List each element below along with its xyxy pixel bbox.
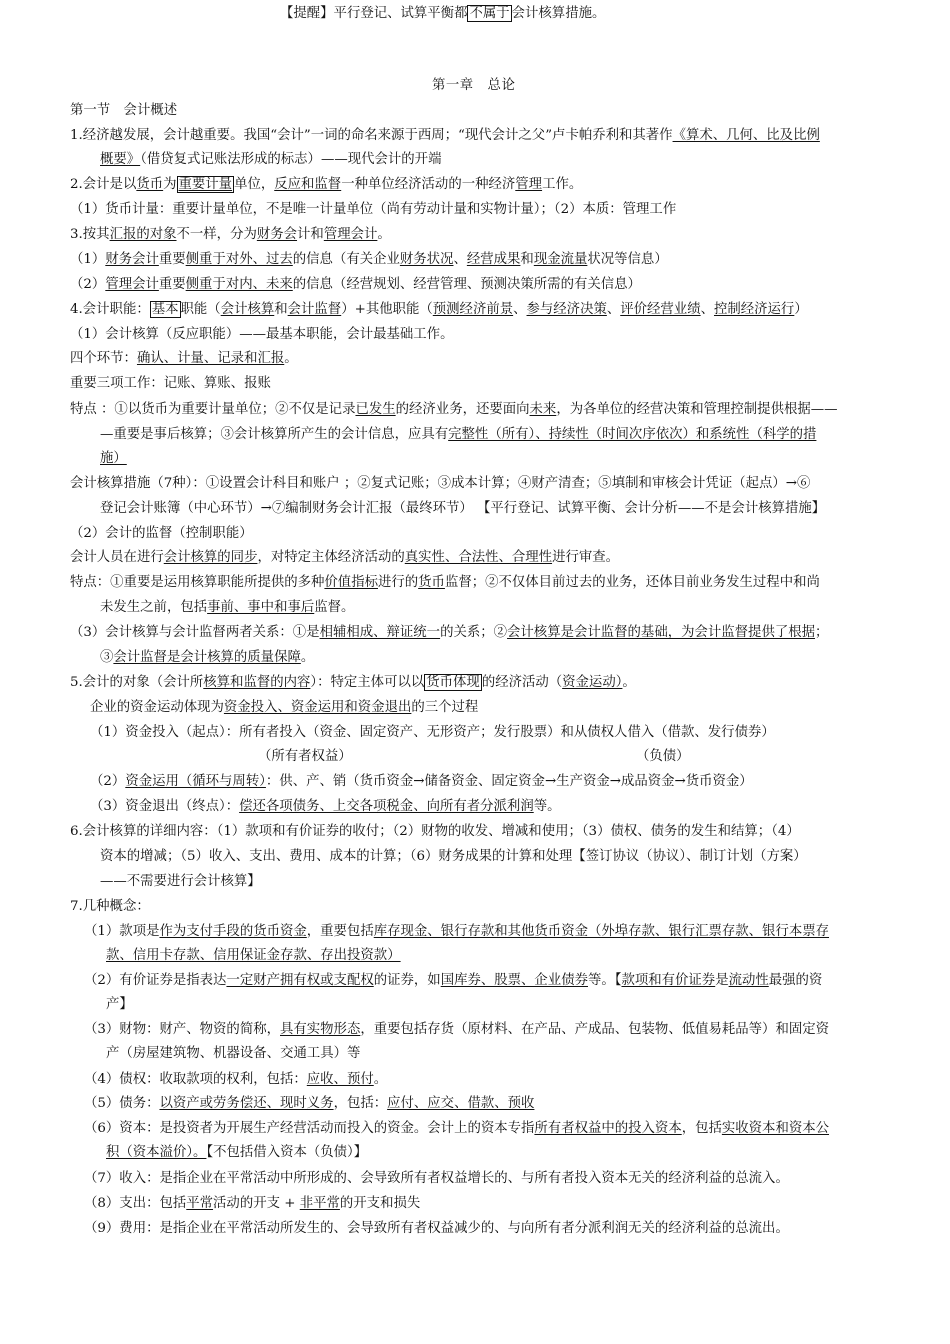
text-run: （7）收入：是指企业在平常活动中所形成的、会导致所有者权益增长的、与所有者投入资本无关的经济利益的总流入。 [84, 1171, 789, 1186]
text-run: 企业的资金运动体现为 [90, 700, 224, 715]
text-line [90, 796, 561, 818]
underlined-term: 侧重于对内、未来 [185, 277, 293, 292]
text-run: ：供、产、销（货币资金→储备资金、固定资金→生产资金→成品资金→货币资金） [265, 774, 753, 789]
text-run: 和 [520, 252, 534, 267]
underlined-term: 真实性、合法性、合理性 [404, 550, 553, 565]
underlined-term: 货币 [418, 575, 445, 590]
text-line [90, 697, 478, 719]
text-line [90, 722, 775, 744]
text-run: ） [794, 302, 808, 317]
underlined-term: 财务状况 [399, 252, 454, 267]
text-run: 3.按其 [70, 227, 110, 242]
text-run: ，为各单位的经营决策和管理控制提供根据—— [556, 402, 838, 417]
underlined-term: 控制经济运行 [713, 302, 795, 317]
text-line [84, 921, 829, 943]
text-line [70, 299, 808, 321]
text-run: （2） [70, 277, 106, 292]
text-run: 重要 [158, 277, 186, 292]
text-run: 和 [274, 302, 288, 317]
underlined-term: 侧重于对外、过去 [185, 252, 293, 267]
text-run: 进行审查。 [552, 550, 620, 565]
underlined-term: 偿还各项债务、上交各项税金、向所有者分派利润 [239, 799, 534, 814]
text-line [70, 224, 391, 246]
text-run: 进行的 [377, 575, 419, 590]
text-line [70, 622, 828, 644]
underlined-term: 现金流量 [533, 252, 588, 267]
underlined-term: 汇报的对象 [109, 227, 177, 242]
text-line [70, 249, 668, 271]
text-run: 重要三项工作：记账、算账、报账 [70, 376, 271, 391]
underlined-term: 非平常 [299, 1196, 340, 1211]
text-line [84, 1218, 789, 1240]
text-line [70, 174, 582, 196]
text-line [106, 945, 401, 967]
boxed-term: 基本 [151, 302, 179, 317]
text-run: 未发生之前，包括 [100, 600, 208, 615]
text-run: 6.会计核算的详细内容：（1）款项和有价证券的收付；（2）财物的收发、增减和使用；（3）债权、债务的发生和结算；（4） [70, 824, 800, 839]
text-line [280, 3, 605, 25]
text-line [84, 1069, 387, 1091]
text-run: （2）会计的监督（控制职能） [70, 526, 253, 541]
text-run: 状况等信息） [587, 252, 668, 267]
text-line [70, 572, 820, 594]
text-line [100, 871, 261, 893]
text-run: 的关系；② [440, 625, 508, 640]
text-run: 登记会计账簿（中心环节）→⑦编制财务会计汇报（最终环节） 【平行登记、试算平衡、会计分析——不是会计核算措施】 [100, 501, 826, 516]
text-run: （2）有价证券是指表达 [84, 973, 227, 988]
text-line [84, 1093, 534, 1115]
text-run: 4.会计职能： [70, 302, 150, 317]
underlined-term: 流动性 [728, 973, 769, 988]
text-line [70, 373, 271, 395]
underlined-term: 未来 [529, 402, 557, 417]
text-line [70, 547, 619, 569]
text-run: ，重要包括存货（原材料、在产品、产成品、包装物、低值易耗品等）和固定资 [360, 1022, 830, 1037]
text-line [70, 274, 641, 296]
underlined-term: 会计核算的同步 [163, 550, 258, 565]
text-run: 计和 [297, 227, 324, 242]
text-run: 单位， [234, 177, 275, 192]
text-line [106, 1142, 367, 1164]
text-run: ）+其他职能（ [341, 302, 433, 317]
underlined-term: 会计监督是会计核算的质量保障 [113, 650, 301, 665]
text-run: 7.几种概念： [70, 899, 150, 914]
text-run: 产（房屋建筑物、机器设备、交通工具）等 [106, 1046, 361, 1061]
text-run: 的开支和损失 [339, 1196, 421, 1211]
underlined-term: 事前、事中和事后 [207, 600, 315, 615]
text-run: 。 [373, 1072, 388, 1087]
text-run: —重要是事后核算；③会计核算所产生的会计信息，应具有 [100, 427, 449, 442]
text-run: （1）资金投入（起点）：所有者投入（资金、固定资产、无形资产；发行股票）和从债权人借入（借款、发行债券） [90, 725, 775, 740]
underlined-term: 相辅相成、辩证统一 [319, 625, 441, 640]
text-line [90, 771, 753, 793]
text-line [100, 846, 807, 868]
text-run: 的信息（经营规划、经营管理、预测决策所需的有关信息） [292, 277, 641, 292]
text-line [84, 1193, 420, 1215]
underlined-term: 完整性（所有）、持续性（时间次序依次）和系统性（科学的措 [448, 427, 817, 442]
underlined-term: 确认、计量、记录和汇报 [136, 351, 285, 366]
text-run: 最强的资 [768, 973, 823, 988]
text-line [100, 424, 816, 446]
underlined-term: 平常 [186, 1196, 214, 1211]
boxed-term: 不属于 [469, 6, 510, 21]
text-run: 1.经济越发展，会计越重要。我国“会计”一词的命名来源于西周；“现代会计之父”卢卡帕乔利和其著作 [70, 128, 673, 143]
text-run: （负债） [636, 749, 690, 764]
text-run: 四个环节： [70, 351, 137, 366]
text-run: 的经济业务，还要面向 [395, 402, 530, 417]
text-run: （3）会计核算与会计监督两者关系：①是 [70, 625, 320, 640]
text-line [70, 324, 453, 346]
text-run: 【不包括借入资本（负债）】 [206, 1145, 368, 1160]
underlined-term: 以资产或劳务偿还、现时义务 [159, 1096, 334, 1111]
text-run: 特点：①重要是运用核算职能所提供的多种 [70, 575, 325, 590]
text-run: （1）货币计量：重要计量单位，不是唯一计量单位（尚有劳动计量和实物计量）；（2）本质：管理工作 [70, 202, 677, 217]
underlined-term: 参与经济决策 [526, 302, 607, 317]
text-run: 、 [453, 252, 467, 267]
text-run: 产】 [106, 997, 133, 1012]
text-run: 。 [284, 351, 298, 366]
underlined-term: 款项和有价证券 [621, 973, 716, 988]
text-line [636, 746, 690, 768]
section-title [70, 100, 177, 122]
text-run: 特点 ：①以货币为重要计量单位；②不仅是记录 [70, 402, 356, 417]
text-run: 、 [700, 302, 714, 317]
text-run: （9）费用：是指企业在平常活动所发生的、会导致所有者权益减少的、与向所有者分派利润无关的经济利益的总流出。 [84, 1221, 789, 1236]
text-line [84, 1168, 789, 1190]
text-line [70, 348, 298, 370]
text-run: 的经济活动（ [481, 675, 563, 690]
text-line [70, 523, 253, 545]
text-run: 不一样，分为 [176, 227, 257, 242]
text-line [70, 896, 150, 918]
text-run: 为 [163, 177, 177, 192]
text-run: 资本的增减；（5）收入、支出、费用、成本的计算；（6）财务成果的计算和处理【签订协议（协议）、制订计划（方案） [100, 849, 807, 864]
text-run: 会计人员在进行 [70, 550, 164, 565]
text-run: 工作。 [542, 177, 583, 192]
boxed-term: 货币体现 [426, 675, 480, 690]
text-line [100, 597, 354, 619]
text-run: （2） [90, 774, 126, 789]
underlined-term: 反应和监督 [274, 177, 342, 192]
underlined-term: 资金运动） [562, 675, 623, 690]
underlined-term: 款、信用卡存款、信用保证金存款、存出投资款） [106, 948, 401, 963]
text-run: 的证券，如 [373, 973, 441, 988]
text-run: ，重要包括 [306, 924, 374, 939]
text-run: ，对特定主体经济活动的 [257, 550, 405, 565]
underlined-term: 评价经营业绩 [620, 302, 701, 317]
underlined-term: 一定财产拥有权或支配权 [226, 973, 374, 988]
text-run: （1）款项是 [84, 924, 160, 939]
text-line [70, 125, 820, 147]
text-run: 重要 [158, 252, 186, 267]
text-run: 。 [622, 675, 636, 690]
text-line [100, 647, 314, 669]
boxed-term: 重要计量 [178, 177, 233, 192]
text-run: 的三个过程 [411, 700, 479, 715]
text-run: 等。【 [587, 973, 622, 988]
text-run: 活动的开支 + [213, 1196, 300, 1211]
underlined-term: 管理会计 [105, 277, 159, 292]
underlined-term: 资金投入、资金运用和资金退出 [223, 700, 412, 715]
text-run: 是 [715, 973, 729, 988]
underlined-term: 管理会计 [323, 227, 378, 242]
underlined-term: 国库券、股票、企业债券 [440, 973, 588, 988]
underlined-term: 积（资本溢价）。 [106, 1145, 207, 1160]
text-run: 。 [300, 650, 315, 665]
text-line [84, 970, 822, 992]
underlined-term: 财务会 [256, 227, 298, 242]
text-line [70, 821, 800, 843]
text-run: （1） [70, 252, 106, 267]
underlined-term: 货币 [136, 177, 164, 192]
text-run: 。 [377, 227, 391, 242]
underlined-term: 已发生 [355, 402, 396, 417]
text-run: 、 [606, 302, 621, 317]
text-run: （1）会计核算（反应职能）——最基本职能，会计最基础工作。 [70, 327, 454, 342]
text-run: 监督。 [314, 600, 355, 615]
underlined-term: 资金运用（循环与周转） [125, 774, 266, 789]
underlined-term: 管理 [515, 177, 543, 192]
underlined-term: 具有实物形态 [280, 1022, 361, 1037]
underlined-term: 所有者权益中的投入资本 [534, 1121, 682, 1136]
text-run: 一种单位经济活动的一种经济 [341, 177, 516, 192]
text-run: ； [815, 625, 829, 640]
text-run: （借贷复式记账法形成的标志）——现代会计的开端 [140, 152, 442, 167]
underlined-term: 核算和监督的内容 [203, 675, 311, 690]
underlined-term: 库存现金、银行存款和其他货币资金（外埠存款、银行汇票存款、银行本票存 [373, 924, 830, 939]
text-line [100, 498, 825, 520]
text-line [100, 448, 127, 470]
underlined-term: 概要》 [100, 152, 141, 167]
text-run: 、 [513, 302, 527, 317]
text-line [100, 149, 441, 171]
text-run: 会计核算措施（7种）：①设置会计科目和账户 ；②复式记账；③成本计算；④财产清查；⑤填制和审核会计凭证（起点）→⑥ [70, 476, 811, 491]
text-run: ，包括： [333, 1096, 388, 1111]
underlined-term: 《算术、几何、比及比例 [672, 128, 820, 143]
chapter-title [432, 75, 515, 97]
text-run: （6）资本：是投资者为开展生产经营活动而投入的资金。会计上的资本专指 [84, 1121, 535, 1136]
text-run: 监督；②不仅体目前过去的业务，还体目前业务发生过程中和尚 [444, 575, 820, 590]
underlined-term: 应付、应交、借款、预收 [387, 1096, 535, 1111]
underlined-term: 会计核算是会计监督的基础，为会计监督提供了根据 [507, 625, 816, 640]
text-run: ，包括 [681, 1121, 722, 1136]
text-line [84, 1118, 829, 1140]
text-run: （3）财物：财产、物资的简称， [84, 1022, 280, 1037]
underlined-term: 施） [100, 451, 127, 466]
text-run: ）：特定主体可以以 [310, 675, 425, 690]
text-run: 等。 [533, 799, 561, 814]
text-line [258, 746, 352, 768]
text-run: 职能（ [180, 302, 221, 317]
underlined-term: 会计监督 [287, 302, 342, 317]
text-run: ③ [100, 650, 114, 665]
underlined-term: 应收、预付 [306, 1072, 374, 1087]
text-run: （3）资金退出（终点）： [90, 799, 240, 814]
text-run: 2.会计是以 [70, 177, 137, 192]
text-line [84, 1019, 829, 1041]
text-run: 5.会计的对象（会计所 [70, 675, 204, 690]
text-run: ——不需要进行会计核算】 [100, 874, 261, 889]
text-run: 的信息（有关企业 [292, 252, 400, 267]
text-run: 第一章 总论 [432, 78, 516, 93]
text-run: （所有者权益） [258, 749, 352, 764]
text-run: 【提醒】平行登记、试算平衡都 [280, 6, 468, 21]
underlined-term: 会计核算 [220, 302, 275, 317]
text-line [70, 473, 810, 495]
text-line [70, 672, 636, 694]
text-run: 会计核算措施。 [511, 6, 606, 21]
underlined-term: 财务会计 [105, 252, 159, 267]
text-run: （5）债务： [84, 1096, 160, 1111]
text-line [106, 1043, 360, 1065]
underlined-term: 价值指标 [324, 575, 378, 590]
text-line [70, 199, 676, 221]
underlined-term: 作为支付手段的货币资金 [159, 924, 307, 939]
text-line [70, 399, 838, 421]
text-run: 第一节 会计概述 [70, 103, 178, 118]
text-run: （8）支出：包括 [84, 1196, 187, 1211]
text-line [106, 994, 133, 1016]
underlined-term: 实收资本和资本公 [721, 1121, 830, 1136]
underlined-term: 经营成果 [466, 252, 521, 267]
text-run: （4）债权：收取款项的权利，包括： [84, 1072, 307, 1087]
underlined-term: 预测经济前景 [432, 302, 514, 317]
